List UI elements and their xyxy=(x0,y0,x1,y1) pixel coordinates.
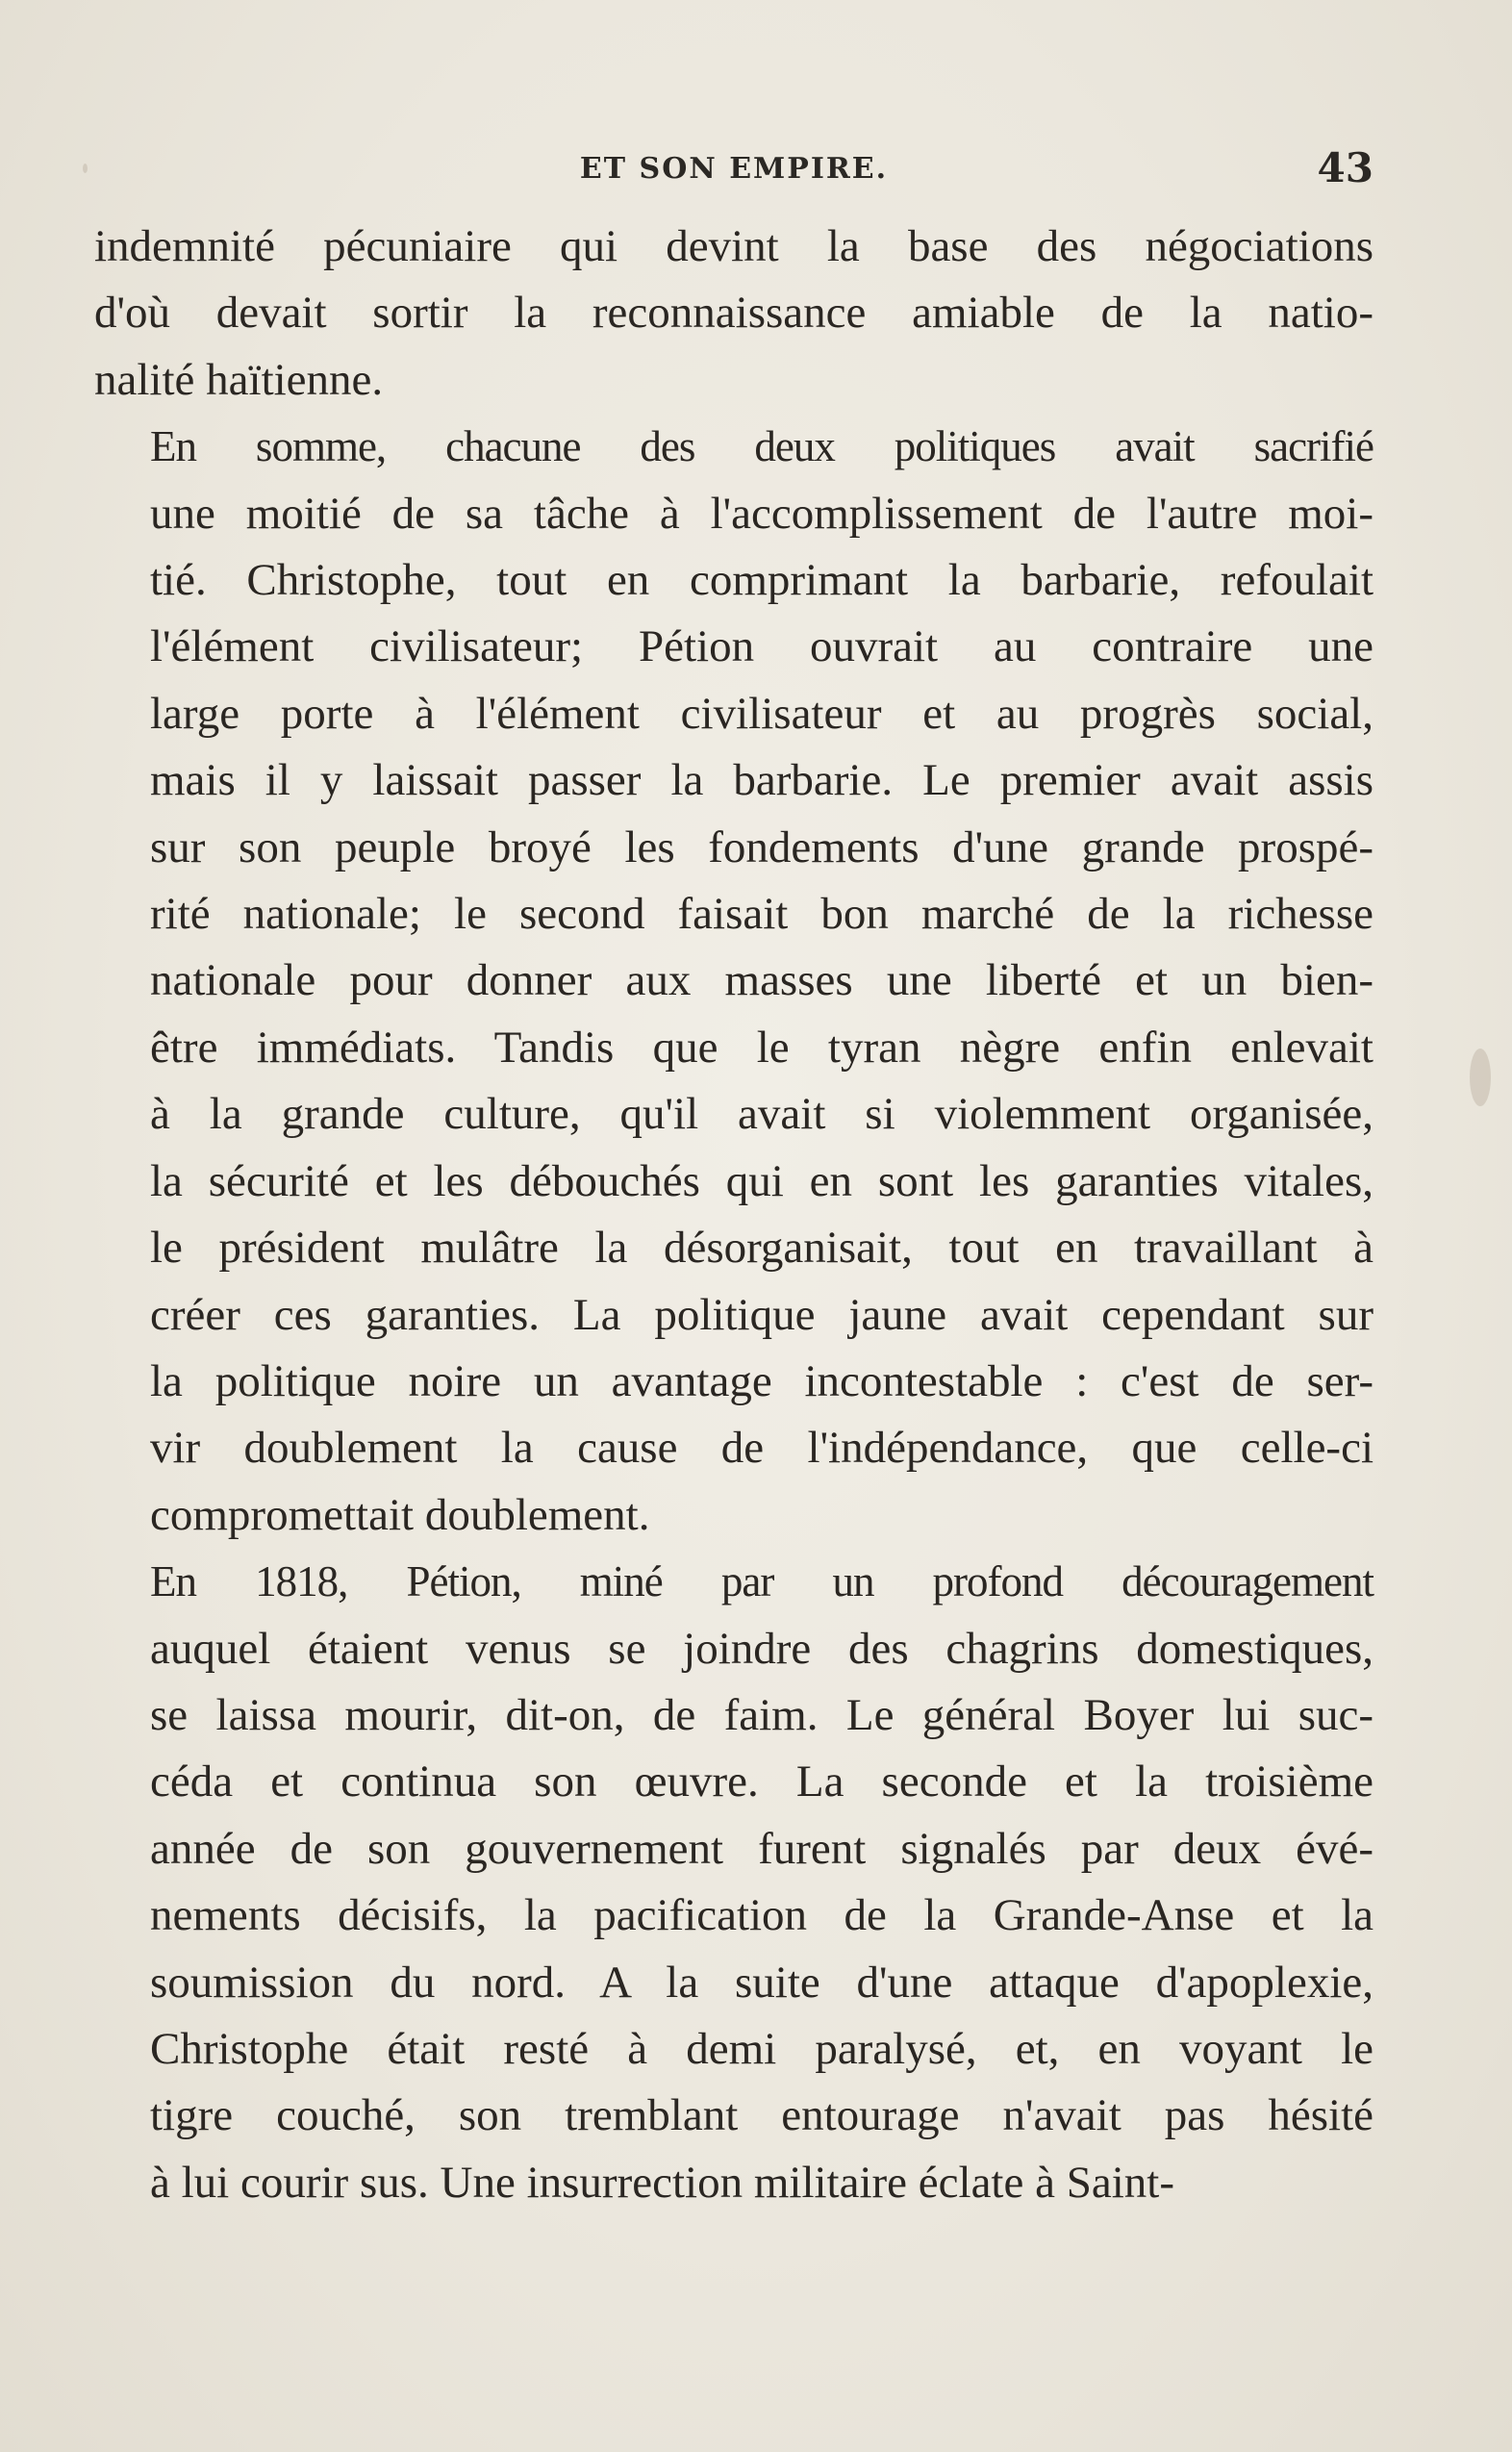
body-text xyxy=(94,214,1373,2216)
paper-speck xyxy=(83,164,88,173)
text-line: En 1818, Pétion, miné par un profond découragement xyxy=(150,1557,1373,1606)
text-line: soumission du nord. A la suite d'une attaque d'apoplexie, xyxy=(150,1957,1373,2008)
text-line: nements décisifs, la pacification de la Grande-Anse et la xyxy=(150,1890,1373,1941)
paragraph xyxy=(94,214,1373,414)
text-line: sur son peuple broyé les fondements d'une grande prospé- xyxy=(150,822,1373,872)
text-line: la sécurité et les débouchés qui en sont les garanties vitales, xyxy=(150,1155,1373,1206)
text-line: céda et continua son œuvre. La seconde et la troisième xyxy=(150,1757,1373,1807)
text-line: à la grande culture, qu'il avait si violemment organisée, xyxy=(150,1089,1373,1140)
text-line: une moitié de sa tâche à l'accomplissement de l'autre moi- xyxy=(150,488,1373,539)
text-line: nalité haïtienne. xyxy=(94,354,384,405)
text-line: à lui courir sus. Une insurrection militaire éclate à Saint- xyxy=(150,2157,1174,2208)
text-line: auquel étaient venus se joindre des chagrins domestiques, xyxy=(150,1623,1373,1674)
text-line: rité nationale; le second faisait bon marché de la richesse xyxy=(150,889,1373,940)
text-line: la politique noire un avantage incontestable : c'est de ser- xyxy=(150,1355,1373,1406)
text-line: tié. Christophe, tout en comprimant la barbarie, refoulait xyxy=(150,555,1373,606)
text-line: tigre couché, son tremblant entourage n'avait pas hésité xyxy=(150,2090,1373,2141)
text-line: Christophe était resté à demi paralysé, et, en voyant le xyxy=(150,2023,1373,2074)
text-line: large porte à l'élément civilisateur et au progrès social, xyxy=(150,688,1373,739)
running-title: ET SON EMPIRE. xyxy=(579,152,889,186)
text-line: compromettait doublement. xyxy=(150,1489,650,1540)
text-line: année de son gouvernement furent signalés par deux évé- xyxy=(150,1823,1373,1874)
text-line: le président mulâtre la désorganisait, tout en travaillant à xyxy=(150,1223,1373,1274)
paper-speck xyxy=(1470,1049,1491,1106)
text-line: En somme, chacune des deux politiques avait sacrifié xyxy=(150,422,1373,471)
text-line: d'où devait sortir la reconnaissance amiable de la natio- xyxy=(94,288,1373,339)
text-line: mais il y laissait passer la barbarie. Le premier avait assis xyxy=(150,755,1373,806)
text-line: indemnité pécuniaire qui devint la base des négociations xyxy=(94,221,1373,271)
text-line: créer ces garanties. La politique jaune avait cependant sur xyxy=(150,1289,1373,1340)
text-line: nationale pour donner aux masses une liberté et un bien- xyxy=(150,955,1373,1006)
text-line: être immédiats. Tandis que le tyran nègre enfin enlevait xyxy=(150,1022,1373,1073)
text-line: vir doublement la cause de l'indépendance, que celle-ci xyxy=(150,1423,1373,1474)
page-number: 43 xyxy=(1317,144,1373,191)
text-line: l'élément civilisateur; Pétion ouvrait au contraire une xyxy=(150,621,1373,672)
text-line: se laissa mourir, dit-on, de faim. Le général Boyer lui suc- xyxy=(150,1689,1373,1740)
paragraph xyxy=(94,1549,1373,2216)
paragraph xyxy=(94,414,1373,1549)
page-header xyxy=(94,144,1373,202)
